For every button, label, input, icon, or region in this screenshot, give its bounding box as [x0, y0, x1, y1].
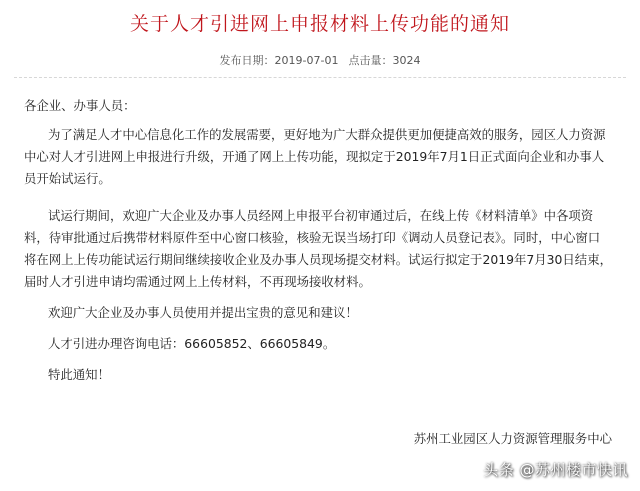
publish-date: 2019-07-01	[274, 54, 339, 67]
watermark: 头条 @苏州楼市快讯	[483, 461, 628, 479]
publish-date-label: 发布日期：	[219, 54, 275, 67]
paragraph-feedback: 欢迎广大企业及办事人员使用并提出宝贵的意见和建议！	[48, 305, 358, 320]
signature: 苏州工业园区人力资源管理服务中心	[413, 431, 612, 446]
salutation: 各企业、办事人员：	[24, 98, 136, 113]
paragraph-trial-run: 试运行期间，欢迎广大企业及办事人员经网上申报平台初审通过后，在线上传《材料清单》中各项资料，待审批通过后携带材料原件至中心窗口核验，核验无误当场打印《调动人员登记表》。同时，中心窗口 将在网上上传功能试运行期间继续接收企业及办事人员现场提交材料。试运行拟定于2019年7月30日结束，届时人才引进申请均需通过网上上传材料，不再现场接收材料。	[24, 208, 612, 289]
page-title: 关于人才引进网上申报材料上传功能的通知	[129, 13, 510, 35]
paragraph-intro: 为了满足人才中心信息化工作的发展需要，更好地为广大群众提供更加便捷高效的服务，园区人力资源中心对人才引进网上申报进行升级，开通了网上上传功能，现拟定于2019年7月1日正式面向企业和办事人员开始试运行。	[24, 127, 606, 186]
click-count: 3024	[392, 54, 421, 67]
paragraph-closing: 特此通知！	[48, 367, 110, 382]
article-meta	[0, 52, 640, 70]
divider	[14, 77, 626, 78]
paragraph-hotline: 人才引进办理咨询电话：66605852、66605849。	[48, 336, 336, 351]
click-count-label: 点击量：	[348, 54, 393, 67]
